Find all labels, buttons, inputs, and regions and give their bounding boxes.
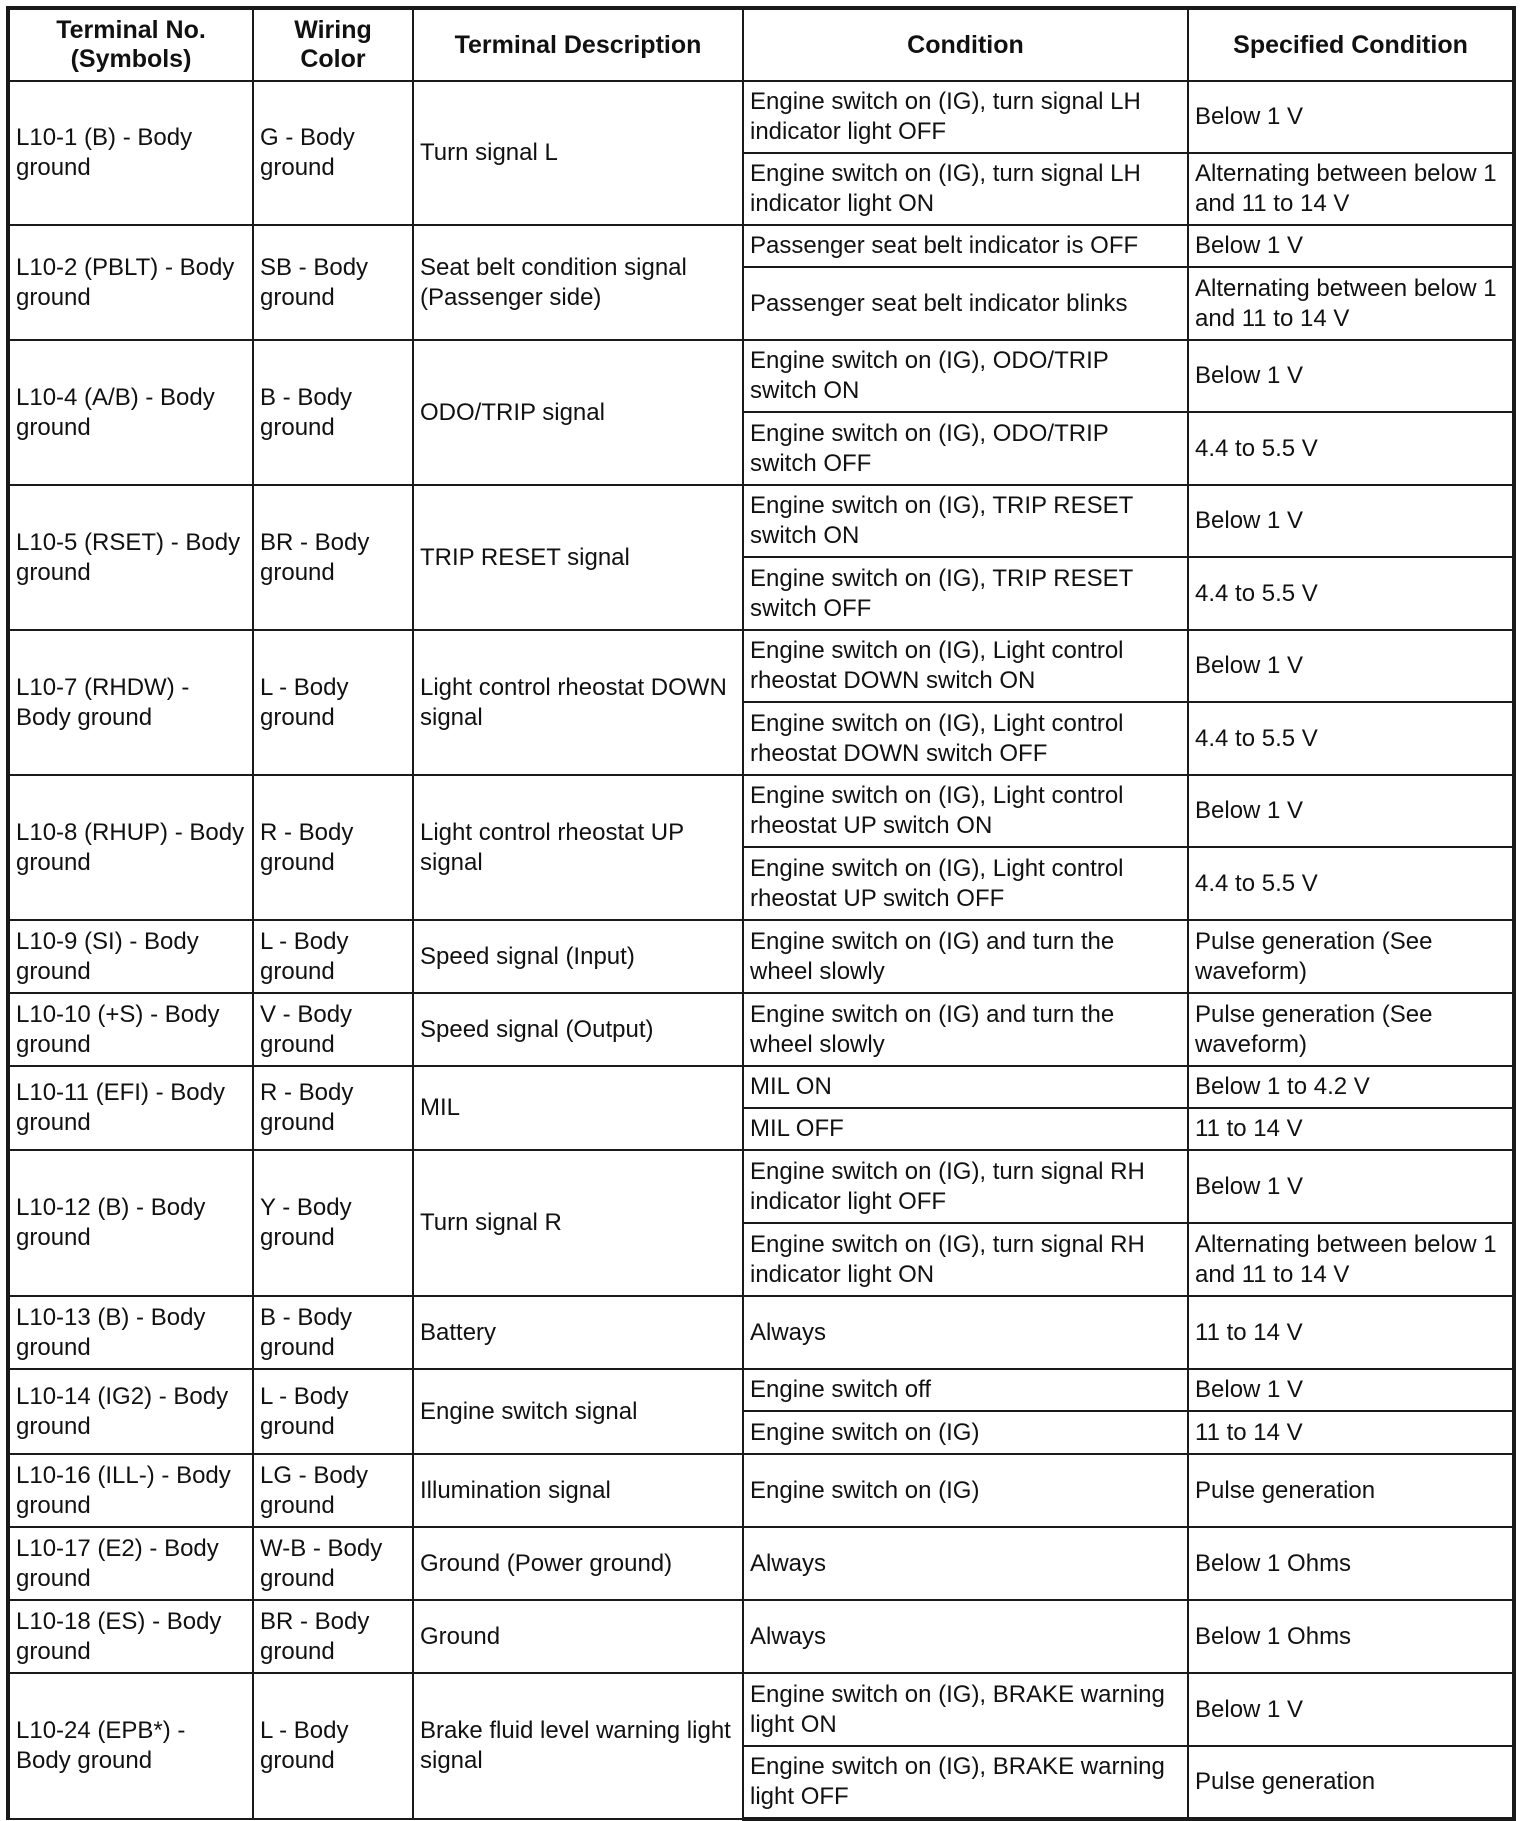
cell-condition: Engine switch on (IG), Light control rheostat DOWN switch OFF	[743, 702, 1188, 775]
cell-specified-condition: 11 to 14 V	[1188, 1296, 1514, 1369]
table-row	[8, 1527, 1514, 1600]
cell-condition: Engine switch off	[743, 1369, 1188, 1411]
table-row	[8, 1066, 1514, 1108]
cell-wiring-color: BR - Body ground	[253, 485, 413, 630]
cell-condition: Passenger seat belt indicator is OFF	[743, 225, 1188, 267]
cell-wiring-color: L - Body ground	[253, 1673, 413, 1819]
table-row	[8, 1454, 1514, 1527]
cell-specified-condition: Pulse generation	[1188, 1746, 1514, 1819]
cell-terminal-no: L10-12 (B) - Body ground	[8, 1150, 253, 1296]
cell-terminal-description: TRIP RESET signal	[413, 485, 743, 630]
cell-terminal-no: L10-16 (ILL-) - Body ground	[8, 1454, 253, 1527]
cell-wiring-color: R - Body ground	[253, 1066, 413, 1150]
table-header-row	[8, 8, 1514, 81]
header-terminal-no: Terminal No. (Symbols)	[8, 8, 253, 81]
cell-condition: Engine switch on (IG), Light control rheostat UP switch OFF	[743, 847, 1188, 920]
cell-terminal-description: Illumination signal	[413, 1454, 743, 1527]
header-specified-condition: Specified Condition	[1188, 8, 1514, 81]
cell-condition: Engine switch on (IG) and turn the wheel slowly	[743, 920, 1188, 993]
cell-specified-condition: 4.4 to 5.5 V	[1188, 847, 1514, 920]
cell-specified-condition: Below 1 Ohms	[1188, 1527, 1514, 1600]
cell-terminal-description: Speed signal (Output)	[413, 993, 743, 1066]
cell-specified-condition: 4.4 to 5.5 V	[1188, 702, 1514, 775]
cell-condition: Engine switch on (IG), TRIP RESET switch OFF	[743, 557, 1188, 630]
cell-wiring-color: R - Body ground	[253, 775, 413, 920]
cell-condition: MIL ON	[743, 1066, 1188, 1108]
cell-condition: Engine switch on (IG), turn signal RH indicator light ON	[743, 1223, 1188, 1296]
cell-terminal-description: Battery	[413, 1296, 743, 1369]
cell-specified-condition: Pulse generation	[1188, 1454, 1514, 1527]
cell-specified-condition: 11 to 14 V	[1188, 1108, 1514, 1150]
table-row	[8, 1296, 1514, 1369]
cell-wiring-color: B - Body ground	[253, 1296, 413, 1369]
cell-wiring-color: Y - Body ground	[253, 1150, 413, 1296]
cell-terminal-description: Speed signal (Input)	[413, 920, 743, 993]
cell-wiring-color: SB - Body ground	[253, 225, 413, 340]
cell-specified-condition: Below 1 to 4.2 V	[1188, 1066, 1514, 1108]
cell-specified-condition: 11 to 14 V	[1188, 1411, 1514, 1454]
cell-terminal-no: L10-5 (RSET) - Body ground	[8, 485, 253, 630]
table-row	[8, 1600, 1514, 1673]
cell-specified-condition: Alternating between below 1 and 11 to 14 V	[1188, 1223, 1514, 1296]
cell-condition: Engine switch on (IG), TRIP RESET switch ON	[743, 485, 1188, 557]
table-row	[8, 485, 1514, 557]
cell-specified-condition: Below 1 V	[1188, 630, 1514, 702]
table-row	[8, 1673, 1514, 1746]
cell-terminal-no: L10-1 (B) - Body ground	[8, 81, 253, 225]
cell-condition: Engine switch on (IG), turn signal RH indicator light OFF	[743, 1150, 1188, 1223]
cell-terminal-description: Light control rheostat UP signal	[413, 775, 743, 920]
cell-wiring-color: BR - Body ground	[253, 1600, 413, 1673]
table-row	[8, 1150, 1514, 1223]
cell-condition: Engine switch on (IG)	[743, 1454, 1188, 1527]
cell-specified-condition: 4.4 to 5.5 V	[1188, 412, 1514, 485]
header-condition: Condition	[743, 8, 1188, 81]
cell-terminal-description: Seat belt condition signal (Passenger side)	[413, 225, 743, 340]
cell-wiring-color: B - Body ground	[253, 340, 413, 485]
cell-condition: Engine switch on (IG), ODO/TRIP switch ON	[743, 340, 1188, 412]
table-row	[8, 630, 1514, 702]
cell-condition: Engine switch on (IG), turn signal LH indicator light ON	[743, 153, 1188, 225]
cell-terminal-no: L10-14 (IG2) - Body ground	[8, 1369, 253, 1454]
cell-terminal-description: Engine switch signal	[413, 1369, 743, 1454]
cell-terminal-no: L10-2 (PBLT) - Body ground	[8, 225, 253, 340]
cell-wiring-color: L - Body ground	[253, 1369, 413, 1454]
cell-wiring-color: LG - Body ground	[253, 1454, 413, 1527]
cell-specified-condition: Below 1 V	[1188, 340, 1514, 412]
cell-terminal-description: ODO/TRIP signal	[413, 340, 743, 485]
cell-specified-condition: Pulse generation (See waveform)	[1188, 920, 1514, 993]
table-row	[8, 81, 1514, 153]
cell-condition: Engine switch on (IG), BRAKE warning light OFF	[743, 1746, 1188, 1819]
header-terminal-description: Terminal Description	[413, 8, 743, 81]
table-row	[8, 340, 1514, 412]
cell-terminal-description: MIL	[413, 1066, 743, 1150]
cell-terminal-no: L10-10 (+S) - Body ground	[8, 993, 253, 1066]
cell-condition: Engine switch on (IG), turn signal LH indicator light OFF	[743, 81, 1188, 153]
cell-wiring-color: G - Body ground	[253, 81, 413, 225]
cell-specified-condition: Below 1 V	[1188, 1150, 1514, 1223]
cell-terminal-no: L10-4 (A/B) - Body ground	[8, 340, 253, 485]
terminal-spec-table	[6, 6, 1516, 1821]
cell-condition: Always	[743, 1296, 1188, 1369]
cell-condition: Always	[743, 1527, 1188, 1600]
cell-condition: Always	[743, 1600, 1188, 1673]
table-row	[8, 225, 1514, 267]
cell-specified-condition: Below 1 V	[1188, 775, 1514, 847]
cell-wiring-color: L - Body ground	[253, 920, 413, 993]
cell-terminal-no: L10-13 (B) - Body ground	[8, 1296, 253, 1369]
cell-specified-condition: Below 1 Ohms	[1188, 1600, 1514, 1673]
cell-specified-condition: 4.4 to 5.5 V	[1188, 557, 1514, 630]
cell-wiring-color: V - Body ground	[253, 993, 413, 1066]
cell-condition: MIL OFF	[743, 1108, 1188, 1150]
cell-condition: Engine switch on (IG) and turn the wheel slowly	[743, 993, 1188, 1066]
cell-condition: Engine switch on (IG), Light control rheostat DOWN switch ON	[743, 630, 1188, 702]
cell-specified-condition: Below 1 V	[1188, 225, 1514, 267]
cell-condition: Engine switch on (IG), Light control rheostat UP switch ON	[743, 775, 1188, 847]
cell-condition: Engine switch on (IG), BRAKE warning light ON	[743, 1673, 1188, 1746]
cell-terminal-no: L10-17 (E2) - Body ground	[8, 1527, 253, 1600]
cell-specified-condition: Below 1 V	[1188, 1369, 1514, 1411]
cell-specified-condition: Pulse generation (See waveform)	[1188, 993, 1514, 1066]
cell-terminal-no: L10-24 (EPB*) - Body ground	[8, 1673, 253, 1819]
cell-condition: Passenger seat belt indicator blinks	[743, 267, 1188, 340]
table-row	[8, 1369, 1514, 1411]
cell-specified-condition: Below 1 V	[1188, 1673, 1514, 1746]
cell-terminal-no: L10-9 (SI) - Body ground	[8, 920, 253, 993]
table-row	[8, 920, 1514, 993]
cell-specified-condition: Below 1 V	[1188, 485, 1514, 557]
cell-specified-condition: Below 1 V	[1188, 81, 1514, 153]
cell-terminal-no: L10-8 (RHUP) - Body ground	[8, 775, 253, 920]
table-row	[8, 993, 1514, 1066]
cell-terminal-description: Ground	[413, 1600, 743, 1673]
table-row	[8, 775, 1514, 847]
cell-condition: Engine switch on (IG), ODO/TRIP switch OFF	[743, 412, 1188, 485]
cell-terminal-description: Ground (Power ground)	[413, 1527, 743, 1600]
cell-wiring-color: W-B - Body ground	[253, 1527, 413, 1600]
cell-condition: Engine switch on (IG)	[743, 1411, 1188, 1454]
cell-terminal-no: L10-11 (EFI) - Body ground	[8, 1066, 253, 1150]
table-body	[8, 81, 1514, 1819]
cell-specified-condition: Alternating between below 1 and 11 to 14 V	[1188, 153, 1514, 225]
cell-terminal-description: Turn signal R	[413, 1150, 743, 1296]
cell-terminal-no: L10-7 (RHDW) - Body ground	[8, 630, 253, 775]
cell-specified-condition: Alternating between below 1 and 11 to 14 V	[1188, 267, 1514, 340]
cell-terminal-no: L10-18 (ES) - Body ground	[8, 1600, 253, 1673]
cell-wiring-color: L - Body ground	[253, 630, 413, 775]
cell-terminal-description: Brake fluid level warning light signal	[413, 1673, 743, 1819]
header-wiring-color: Wiring Color	[253, 8, 413, 81]
cell-terminal-description: Light control rheostat DOWN signal	[413, 630, 743, 775]
cell-terminal-description: Turn signal L	[413, 81, 743, 225]
